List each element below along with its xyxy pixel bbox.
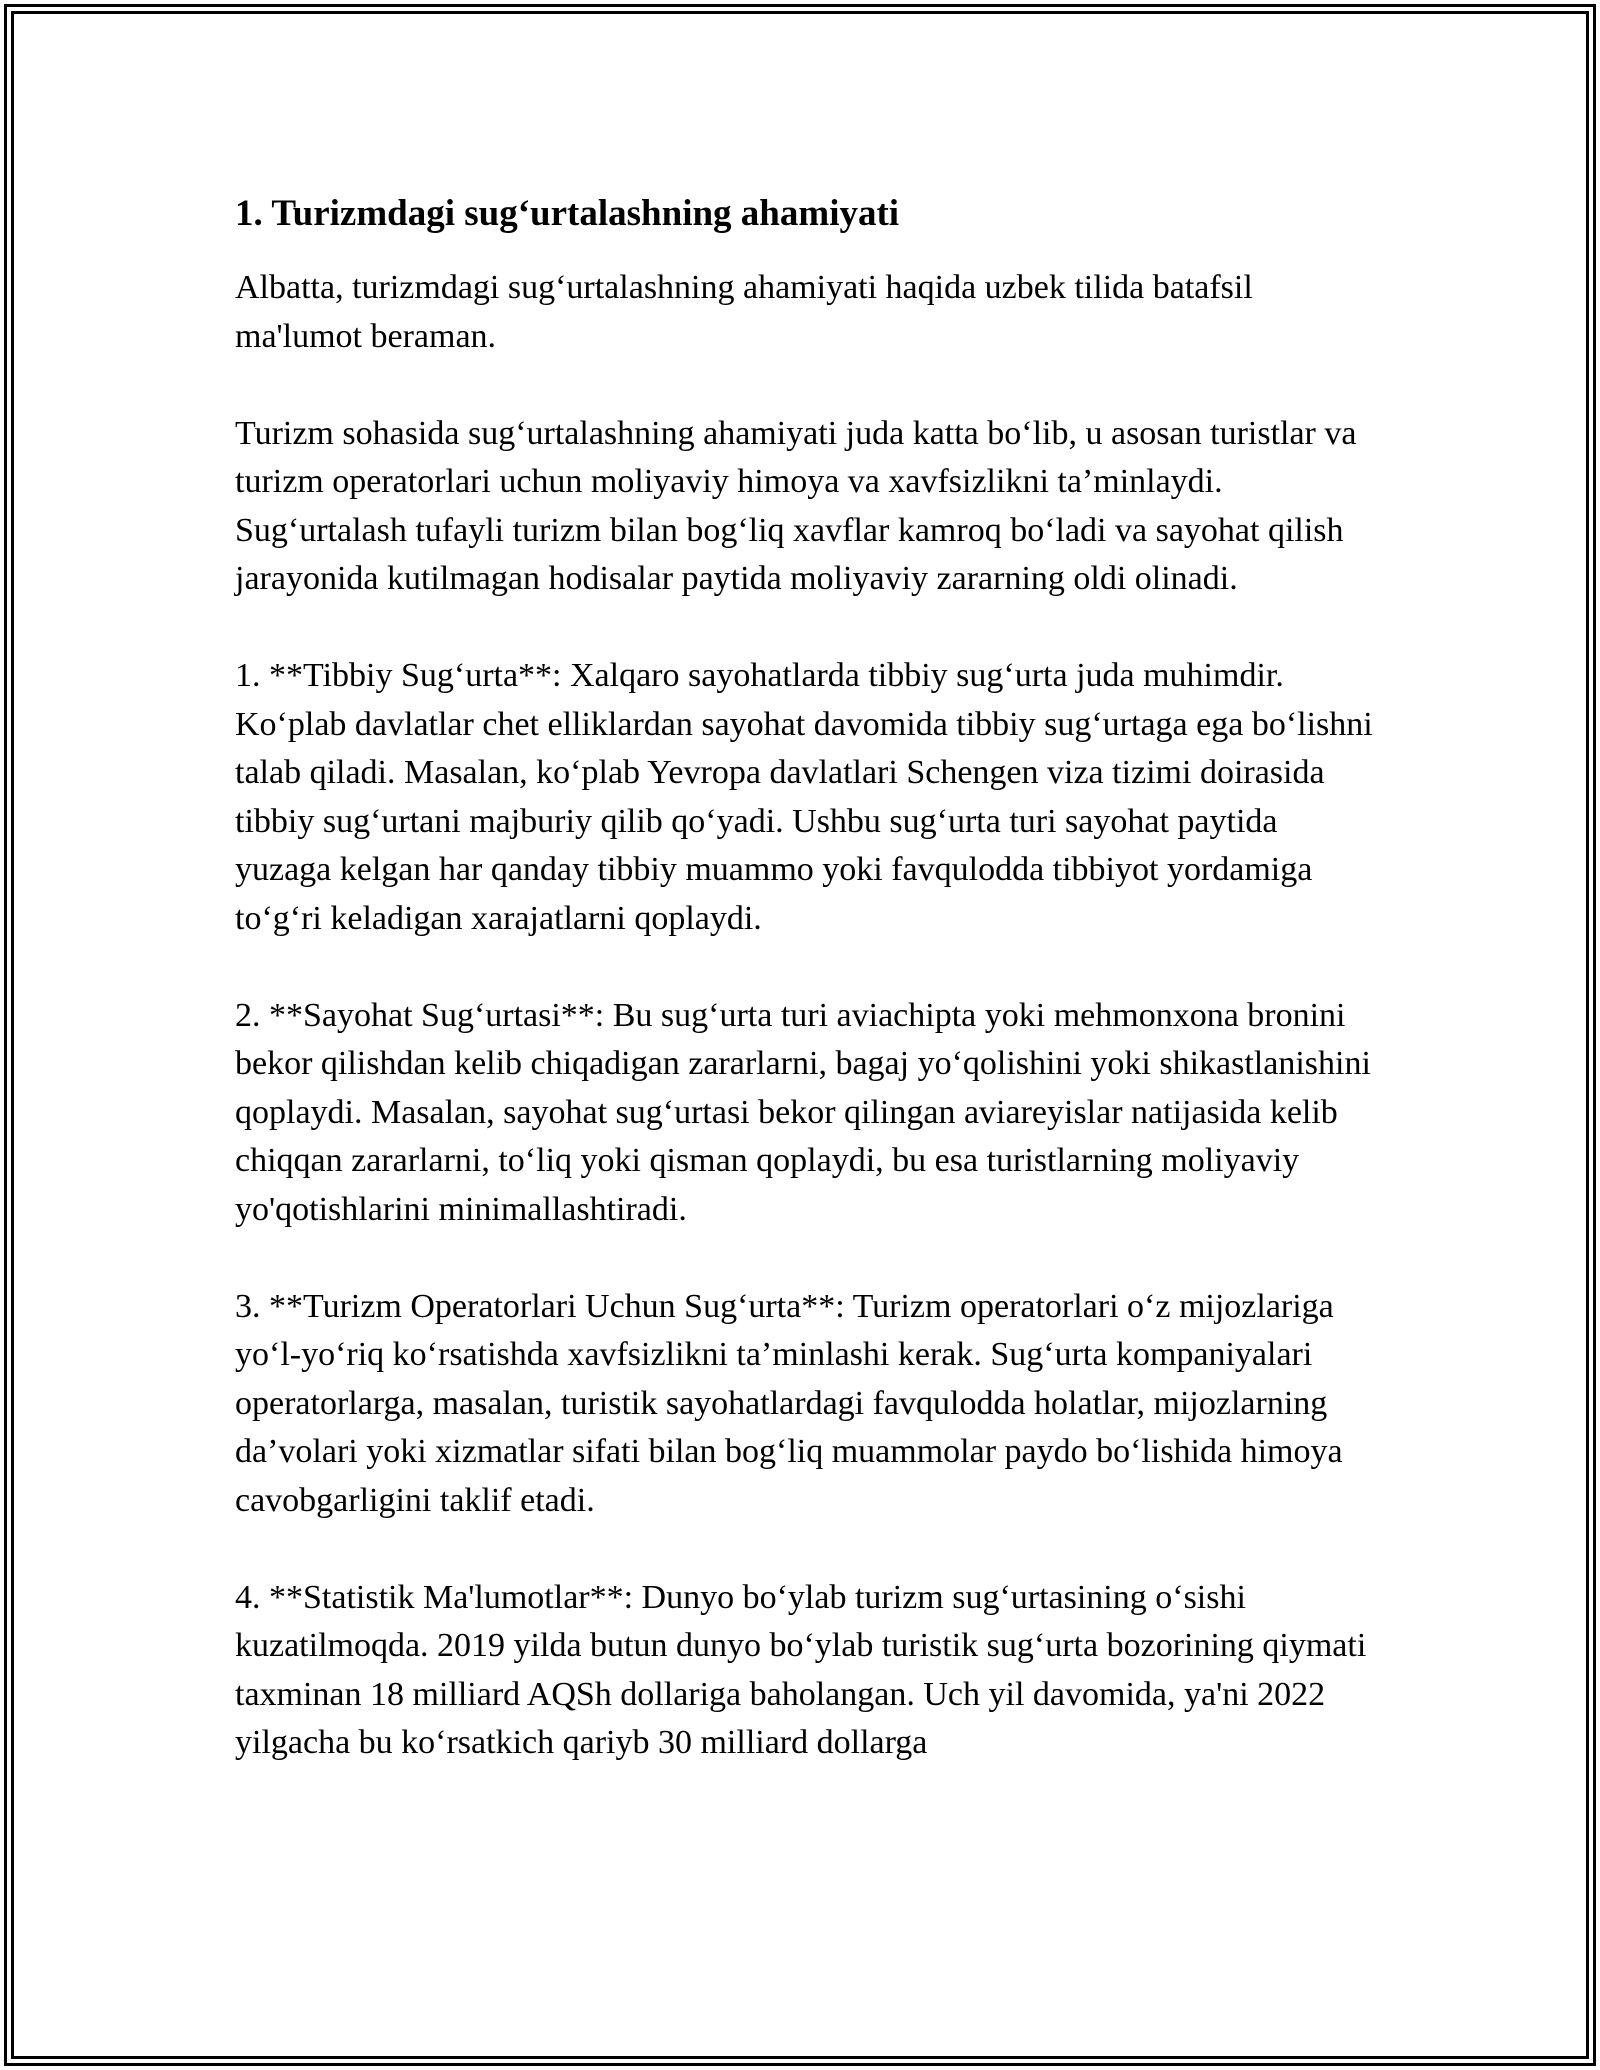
operator-insurance-paragraph: 3. **Turizm Operatorlari Uchun Sug‘urta**: Turizm operatorlari o‘z mijozlariga yo‘l-yo‘riq ko‘rsatishda xavfsizlikni ta’minlashi kerak. Sug‘urta kompaniyalari operatorlarga, masalan, turistik sayohatlardagi favqulodda holatlar, mijozlarning da’volari yoki xizmatlar sifati bilan bog‘liq muammolar paydo bo‘lishida himoya cavobgarligini taklif etadi. <box>235 1287 1343 1519</box>
travel-insurance-paragraph: 2. **Sayohat Sug‘urtasi**: Bu sug‘urta turi aviachipta yoki mehmonxona bronini bekor qilishdan kelib chiqadigan zararlarni, bagaj yo‘qolishini yoki shikastlanishini qoplaydi. Masalan, sayohat sug‘urtasi bekor qilingan aviareyislar natijasida kelib chiqqan zararlarni, to‘liq yoki qisman qoplaydi, bu esa turistlarning moliyaviy yo'qotishlarini minimallashtiradi. <box>235 996 1371 1228</box>
section-heading: 1. Turizmdagi sug‘urtalashning ahamiyati <box>235 193 900 234</box>
medical-insurance-paragraph: 1. **Tibbiy Sug‘urta**: Xalqaro sayohatlarda tibbiy sug‘urta juda muhimdir. Ko‘plab davlatlar chet elliklardan sayohat davomida tibbiy sug‘urtaga ega bo‘lishni talab qiladi. Masalan, ko‘plab Yevropa davlatlari Schengen viza tizimi doirasida tibbiy sug‘urtani majburiy qilib qo‘yadi. Ushbu sug‘urta turi sayohat paytida yuzaga kelgan har qanday tibbiy muammo yoki favqulodda tibbiyot yordamiga to‘g‘ri keladigan xarajatlarni qoplaydi. <box>235 657 1373 937</box>
overview-paragraph: Turizm sohasida sug‘urtalashning ahamiyati juda katta bo‘lib, u asosan turistlar va turizm operatorlari uchun moliyaviy himoya va xavfsizlikni ta’minlaydi. Sug‘urtalash tufayli turizm bilan bog‘liq xavflar kamroq bo‘ladi va sayohat qilish jarayonida kutilmagan hodisalar paytida moliyaviy zararning oldi olinadi. <box>235 414 1357 597</box>
intro-paragraph: Albatta, turizmdagi sug‘urtalashning ahamiyati haqida uzbek tilida batafsil ma'lumot beraman. <box>235 269 1253 355</box>
document-page <box>235 190 1375 1768</box>
statistics-paragraph: 4. **Statistik Ma'lumotlar**: Dunyo bo‘ylab turizm sug‘urtasining o‘sishi kuzatilmoqda. 2019 yilda butun dunyo bo‘ylab turistik sug‘urta bozorining qiymati taxminan 18 milliard AQSh dollariga baholangan. Uch yil davomida, ya'ni 2022 yilgacha bu ko‘rsatkich qariyb 30 milliard dollarga <box>235 1578 1367 1761</box>
